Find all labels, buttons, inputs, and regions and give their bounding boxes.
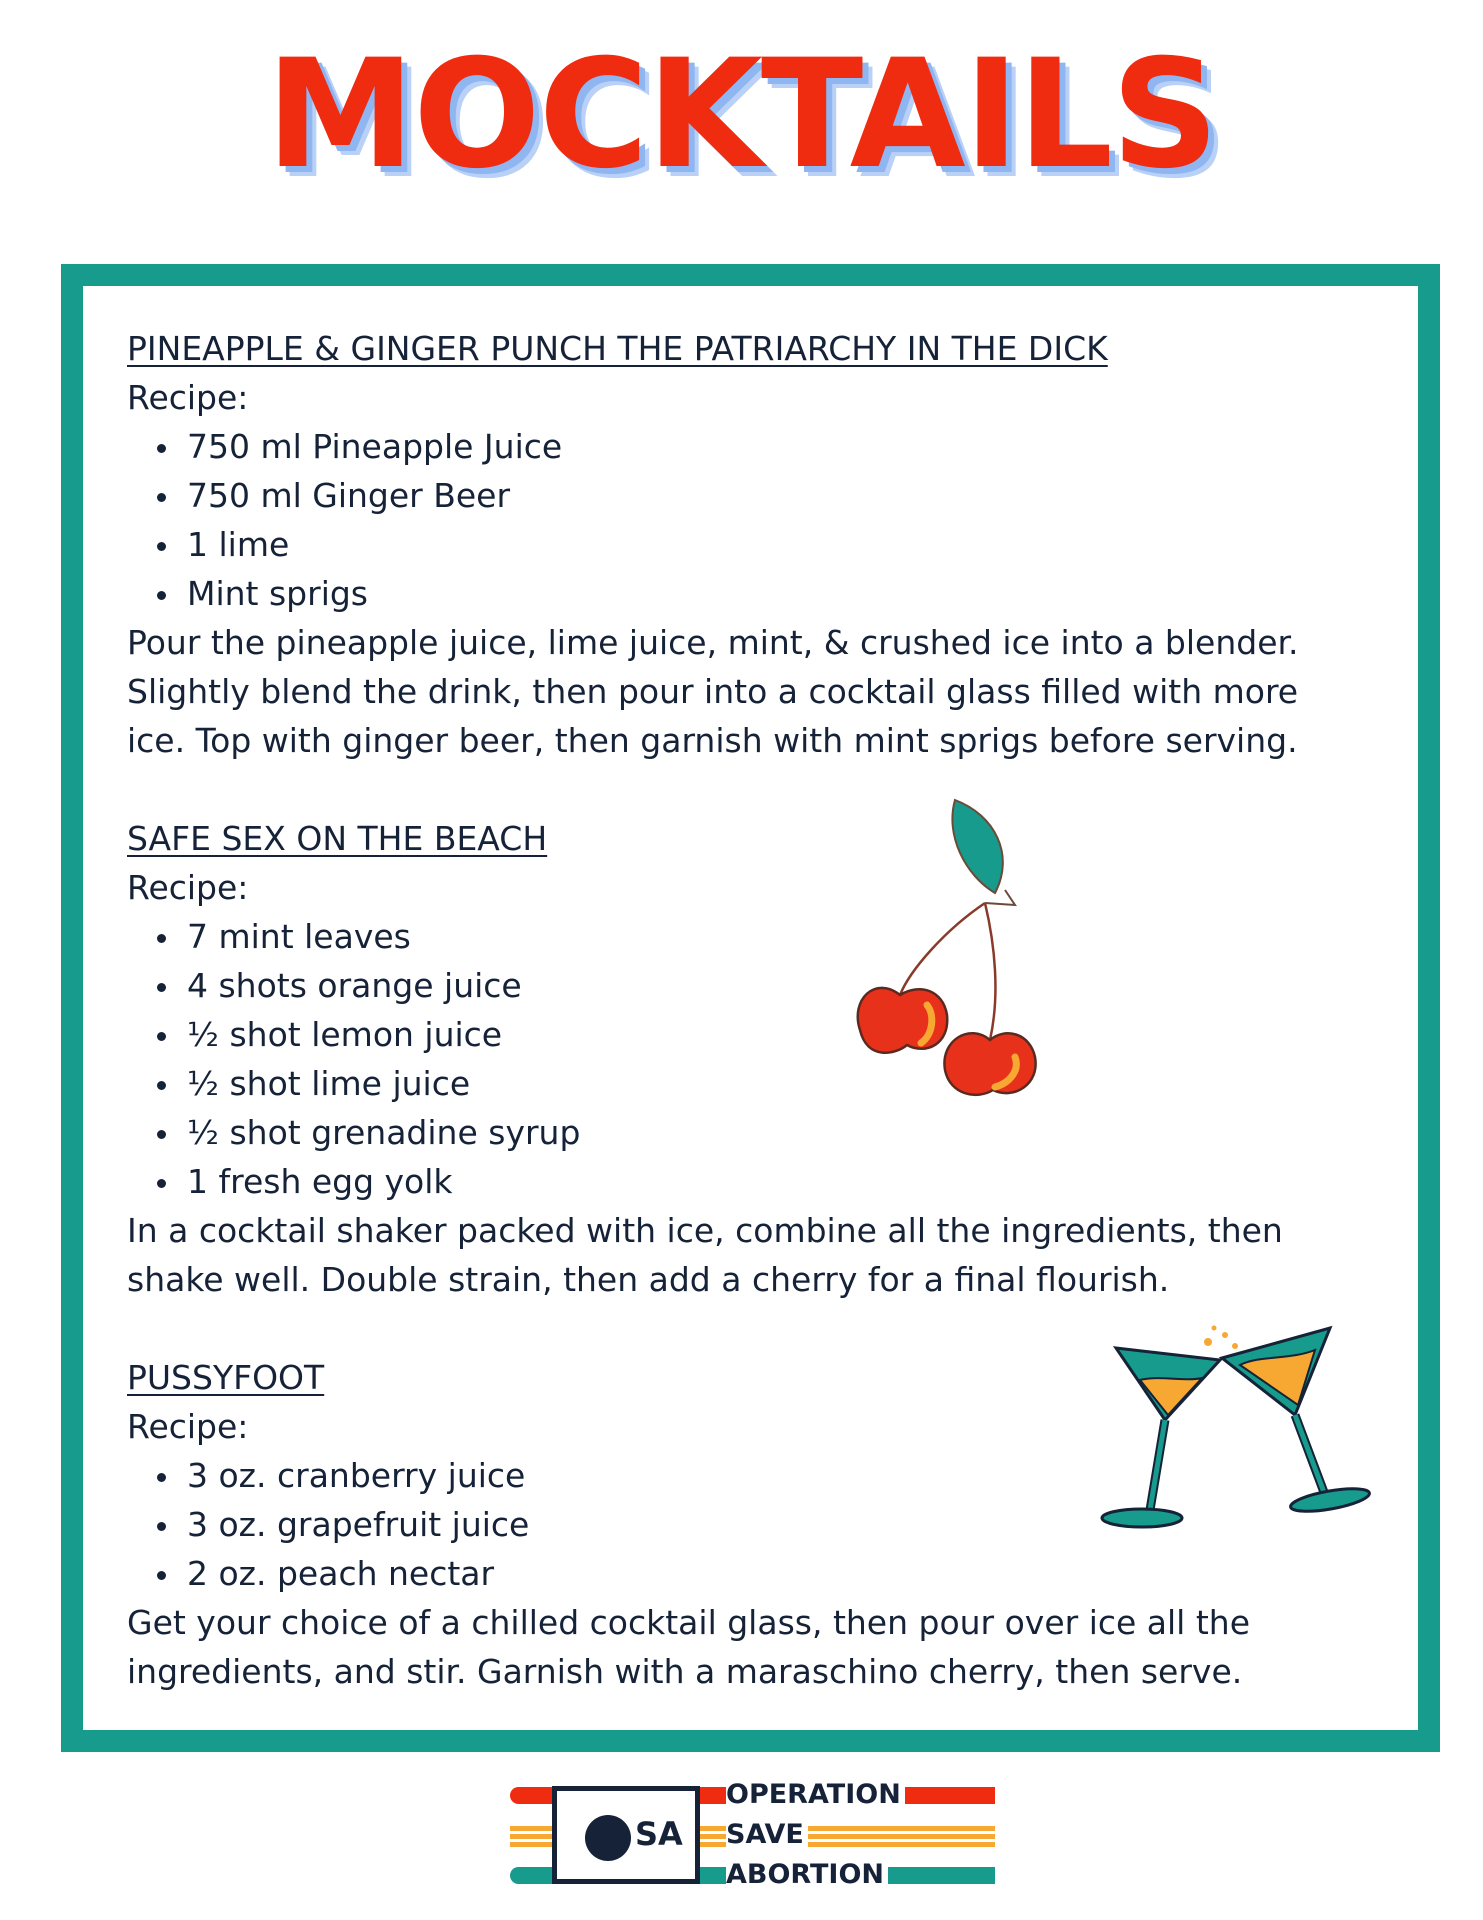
ingredient-list xyxy=(127,422,1417,618)
osa-logo xyxy=(510,1780,995,1890)
ingredient-item: 750 ml Pineapple Juice xyxy=(187,422,1417,471)
recipe-label: Recipe: xyxy=(127,378,249,417)
recipe-label: Recipe: xyxy=(127,868,249,907)
recipe-label: Recipe: xyxy=(127,1407,249,1446)
ingredient-item: 7 mint leaves xyxy=(187,912,1417,961)
recipe-heading: PINEAPPLE & GINGER PUNCH THE PATRIARCHY IN THE DICK xyxy=(127,329,1108,368)
ingredient-item: 3 oz. grapefruit juice xyxy=(187,1500,1417,1549)
recipe-heading: SAFE SEX ON THE BEACH xyxy=(127,819,548,858)
logo-dot-icon xyxy=(585,1815,631,1861)
ingredient-item: 750 ml Ginger Beer xyxy=(187,471,1417,520)
instruction-line: ice. Top with ginger beer, then garnish with mint sprigs before serving. xyxy=(127,721,1298,760)
logo-word: SAVE xyxy=(726,1820,808,1850)
recipe-section xyxy=(127,324,1417,765)
ingredient-item: 4 shots orange juice xyxy=(187,961,1417,1010)
cocktail-glasses-icon xyxy=(1090,1320,1380,1550)
recipe-heading: PUSSYFOOT xyxy=(127,1358,325,1397)
page-title: MOCKTAILS xyxy=(265,28,1218,202)
logo-mark xyxy=(552,1786,700,1884)
ingredient-list xyxy=(127,912,1417,1206)
logo-initials: SA xyxy=(635,1815,683,1853)
instruction-line: Slightly blend the drink, then pour into a cocktail glass filled with more xyxy=(127,672,1299,711)
logo-word: ABORTION xyxy=(726,1860,888,1890)
recipe-section xyxy=(127,814,1417,1304)
instruction-line: Pour the pineapple juice, lime juice, mint, & crushed ice into a blender. xyxy=(127,623,1299,662)
instruction-line: ingredients, and stir. Garnish with a maraschino cherry, then serve. xyxy=(127,1652,1243,1691)
instruction-line: shake well. Double strain, then add a cherry for a final flourish. xyxy=(127,1260,1170,1299)
ingredient-item: 1 lime xyxy=(187,520,1417,569)
ingredient-item: ½ shot grenadine syrup xyxy=(187,1108,1417,1157)
ingredient-item: ½ shot lemon juice xyxy=(187,1010,1417,1059)
ingredient-item: Mint sprigs xyxy=(187,569,1417,618)
logo-word: OPERATION xyxy=(726,1780,905,1810)
cherries-icon xyxy=(855,795,1065,1115)
instruction-line: In a cocktail shaker packed with ice, combine all the ingredients, then xyxy=(127,1211,1283,1250)
ingredient-item: 2 oz. peach nectar xyxy=(187,1549,1417,1598)
instruction-line: Get your choice of a chilled cocktail glass, then pour over ice all the xyxy=(127,1603,1250,1642)
ingredient-item: 1 fresh egg yolk xyxy=(187,1157,1417,1206)
ingredient-item: 3 oz. cranberry juice xyxy=(187,1451,1417,1500)
ingredient-item: ½ shot lime juice xyxy=(187,1059,1417,1108)
